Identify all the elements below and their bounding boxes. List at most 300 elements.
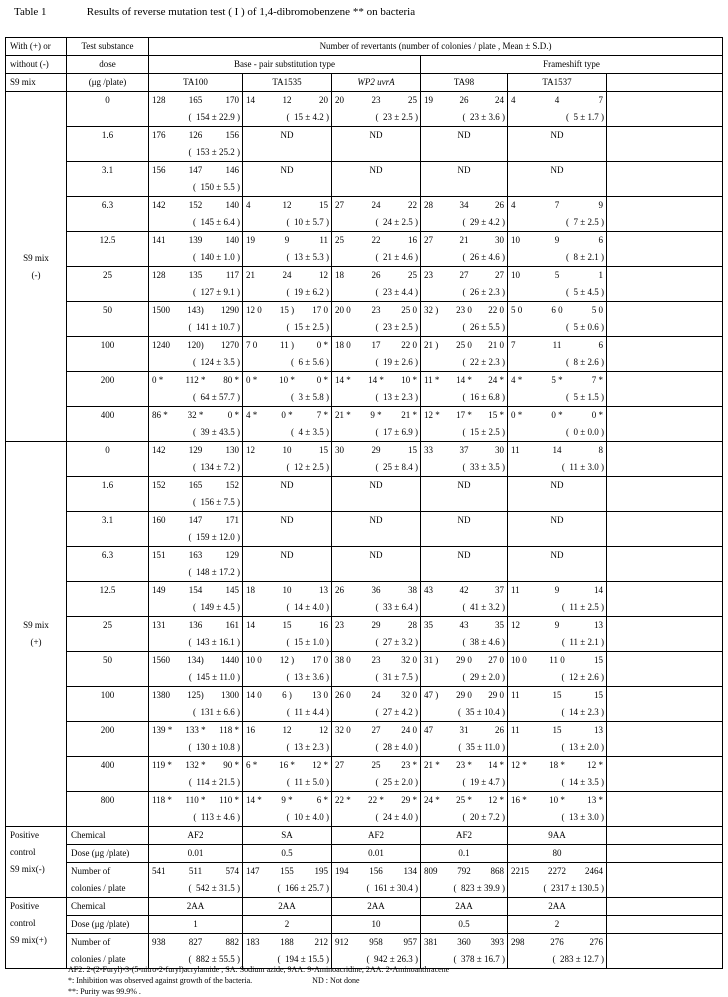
mean-sd xyxy=(149,704,242,721)
paren-close: ) xyxy=(234,672,240,682)
sd-value: 4.2 xyxy=(312,112,324,122)
plate-counts xyxy=(149,197,242,214)
plate-counts xyxy=(243,934,331,951)
s9-label-line2: (+) xyxy=(30,637,42,647)
plate-count: 6 xyxy=(598,340,604,350)
value-cell xyxy=(332,267,421,302)
mean-value: 14 xyxy=(569,777,579,787)
plate-counts xyxy=(243,757,331,774)
value-cell xyxy=(508,617,607,652)
dose-cell: 200 xyxy=(67,722,149,757)
plate-count: 132 * xyxy=(185,760,206,770)
mean-value: 166 xyxy=(285,883,299,893)
mean-value: 13 xyxy=(294,742,304,752)
plate-count: 7 xyxy=(511,340,516,350)
paren-open: ( xyxy=(375,777,384,787)
colonies-label-line1: Number of xyxy=(71,866,111,876)
nd-cell xyxy=(243,547,332,582)
mean-value: 141 xyxy=(196,322,210,332)
plate-count: 11 * xyxy=(424,375,440,385)
plate-count: 0 * xyxy=(227,410,239,420)
sd-value: 16.7 xyxy=(484,954,500,964)
plus-minus: ± xyxy=(578,742,588,752)
plate-count: 25 0 xyxy=(456,340,472,350)
strain-ta1537: TA1537 xyxy=(508,74,607,92)
value-cell xyxy=(421,372,508,407)
plate-count: 912 xyxy=(335,937,349,947)
mean-value: 26 xyxy=(470,287,480,297)
value-cell xyxy=(332,92,421,127)
plate-count: 120) xyxy=(187,340,204,350)
chemical-label: Chemical xyxy=(67,898,149,916)
plate-count: 12 ) xyxy=(279,655,295,665)
mean-sd xyxy=(332,634,420,651)
plate-count: 1240 xyxy=(152,340,170,350)
mean-sd xyxy=(243,389,331,406)
header-row-1 xyxy=(6,38,723,56)
plus-minus: ± xyxy=(479,392,489,402)
plus-minus: ± xyxy=(479,462,489,472)
paren-close: ) xyxy=(234,954,240,964)
plate-counts xyxy=(508,652,606,669)
mean-value: 5 xyxy=(573,322,579,332)
plus-minus: ± xyxy=(303,112,313,122)
paren-open: ( xyxy=(462,637,471,647)
mean-sd xyxy=(332,669,420,686)
positive-control-colonies-row xyxy=(6,863,723,898)
plus-minus: ± xyxy=(209,742,219,752)
plate-counts xyxy=(508,617,606,634)
mean-value: 11 xyxy=(569,462,579,472)
table-title xyxy=(14,6,415,18)
mean-value: 16 xyxy=(470,392,480,402)
plus-minus: ± xyxy=(578,602,588,612)
sd-value: 7.5 xyxy=(223,497,235,507)
table-row xyxy=(6,232,723,267)
table-row xyxy=(6,547,723,582)
sd-value: 30.4 xyxy=(397,883,413,893)
plate-count: 80 * xyxy=(223,375,239,385)
plate-counts xyxy=(508,722,606,739)
mean-sd xyxy=(332,809,420,826)
plate-count: 12 xyxy=(282,725,292,735)
sd-value: 7.2 xyxy=(488,812,500,822)
plate-count: 7 xyxy=(554,200,560,210)
plate-count: 11 xyxy=(319,235,328,245)
plate-counts xyxy=(332,582,420,599)
plate-count: 14 xyxy=(246,95,255,105)
mean-sd xyxy=(149,774,242,791)
chemical-name: AF2 xyxy=(421,827,508,845)
plus-minus: ± xyxy=(392,287,402,297)
dose-value: 2 xyxy=(508,916,607,934)
plate-counts xyxy=(243,197,331,214)
plus-minus: ± xyxy=(479,812,489,822)
header-revertants: Number of revertants (number of colonies / plate , Mean ± S.D.) xyxy=(149,38,723,56)
table-row xyxy=(6,687,723,722)
table-row xyxy=(6,652,723,687)
plate-count: 17 xyxy=(371,340,381,350)
plate-count: 32 0 xyxy=(401,655,417,665)
plate-count: 541 xyxy=(152,866,166,876)
sd-value: 2.3 xyxy=(488,287,500,297)
empty-cell xyxy=(607,863,723,898)
mean-sd xyxy=(421,669,507,686)
sd-value: 55.5 xyxy=(219,954,235,964)
not-done-label: ND xyxy=(457,480,471,490)
paren-close: ) xyxy=(499,217,505,227)
sd-value: 10.8 xyxy=(219,742,235,752)
plate-count: 16 * xyxy=(279,760,295,770)
value-cell xyxy=(421,197,508,232)
table-row xyxy=(6,162,723,197)
sd-value: 130.5 xyxy=(578,883,599,893)
mean-sd xyxy=(421,809,507,826)
plus-minus: ± xyxy=(479,252,489,262)
paren-close: ) xyxy=(234,812,240,822)
plus-minus: ± xyxy=(209,883,219,893)
mean-value: 11 xyxy=(294,777,304,787)
plate-counts xyxy=(421,372,507,389)
paren-open: ( xyxy=(188,954,197,964)
plate-count: 1560 xyxy=(152,655,170,665)
sd-value: 4.2 xyxy=(401,707,413,717)
header-base-pair: Base - pair substitution type xyxy=(149,56,421,74)
plate-counts xyxy=(508,92,606,109)
plate-count: 131 xyxy=(152,620,166,630)
paren-close: ) xyxy=(499,883,505,893)
mean-value: 24 xyxy=(383,217,393,227)
paren-close: ) xyxy=(323,287,329,297)
mean-sd xyxy=(421,599,507,616)
paren-close: ) xyxy=(323,602,329,612)
sd-value: 3.5 xyxy=(312,427,324,437)
plate-count: 16 * xyxy=(511,795,527,805)
plate-count: 14 xyxy=(594,585,604,595)
value-cell xyxy=(149,547,243,582)
empty-cell xyxy=(607,582,723,617)
plate-count: 20 xyxy=(335,95,344,105)
plus-minus: ± xyxy=(392,672,402,682)
mean-value: 11 xyxy=(569,637,579,647)
paren-open: ( xyxy=(286,777,295,787)
plus-minus: ± xyxy=(569,883,579,893)
mean-value: 153 xyxy=(196,147,210,157)
mean-value: 12 xyxy=(294,462,304,472)
paren-close: ) xyxy=(598,427,604,437)
value-cell xyxy=(243,232,332,267)
dose-value: 0.5 xyxy=(243,845,332,863)
mean-value: 11 xyxy=(569,602,579,612)
plus-minus: ± xyxy=(303,637,313,647)
nd-cell xyxy=(332,547,421,582)
plate-counts xyxy=(421,722,507,739)
paren-open: ( xyxy=(375,357,384,367)
empty-cell xyxy=(607,934,723,969)
paren-open: ( xyxy=(291,392,299,402)
plus-minus: ± xyxy=(392,812,402,822)
chemical-name: AF2 xyxy=(332,827,421,845)
plate-count: 9 xyxy=(284,235,290,245)
plate-counts xyxy=(421,442,507,459)
plate-count: 13 xyxy=(318,585,328,595)
plate-counts xyxy=(508,232,606,249)
dose-cell: 800 xyxy=(67,792,149,827)
paren-close: ) xyxy=(234,567,240,577)
paren-open: ( xyxy=(188,637,197,647)
sd-value: 4.4 xyxy=(401,287,413,297)
paren-close: ) xyxy=(499,357,505,367)
plate-count: 17 0 xyxy=(312,655,328,665)
mean-sd xyxy=(149,459,242,476)
sd-value: 3.0 xyxy=(587,812,599,822)
plate-count: 5 * xyxy=(551,375,563,385)
plate-count: 5 0 xyxy=(591,305,604,315)
mean-sd xyxy=(332,284,420,301)
plate-count: 7 * xyxy=(591,375,604,385)
plate-count: 15 xyxy=(552,690,562,700)
sd-value: 4.7 xyxy=(488,777,500,787)
table-row xyxy=(6,792,723,827)
table-caption: Results of reverse mutation test ( I ) of 1,4-dibromobenzene ** on bacteria xyxy=(86,6,416,18)
plate-count: 21 xyxy=(459,235,469,245)
sd-value: 6.9 xyxy=(401,427,413,437)
table-row xyxy=(6,407,723,442)
paren-close: ) xyxy=(234,147,240,157)
value-cell xyxy=(243,863,332,898)
plus-minus: ± xyxy=(392,392,402,402)
dose-cell: 12.5 xyxy=(67,582,149,617)
plate-count: 33 xyxy=(424,445,433,455)
paren-close: ) xyxy=(412,707,418,717)
value-cell xyxy=(508,92,607,127)
plate-count: 0 * xyxy=(281,410,293,420)
mean-sd xyxy=(508,880,606,897)
mean-sd xyxy=(243,880,331,897)
plate-count: 792 xyxy=(457,866,471,876)
pc-label-line2: control xyxy=(10,847,36,857)
pc-label-line3: S9 mix(-) xyxy=(10,864,45,874)
strain-wp2-uvra: WP2 uvrA xyxy=(332,74,421,92)
strain-ta100: TA100 xyxy=(149,74,243,92)
plate-counts xyxy=(421,197,507,214)
plate-counts xyxy=(421,617,507,634)
value-cell xyxy=(508,722,607,757)
paren-close: ) xyxy=(234,427,240,437)
mean-value: 21 xyxy=(383,252,393,262)
value-cell xyxy=(508,197,607,232)
plate-count: 136 xyxy=(188,620,203,630)
paren-open: ( xyxy=(458,742,466,752)
plate-count: 25 xyxy=(407,270,417,280)
dose-cell: 0 xyxy=(67,92,149,127)
value-cell xyxy=(421,652,508,687)
plate-counts xyxy=(508,934,606,951)
mean-value: 22 xyxy=(470,357,480,367)
paren-close: ) xyxy=(598,357,604,367)
mean-value: 19 xyxy=(383,357,393,367)
mean-sd xyxy=(149,424,242,441)
mean-sd xyxy=(149,319,242,336)
dose-value: 0.5 xyxy=(421,916,508,934)
plus-minus: ± xyxy=(303,812,313,822)
paren-open: ( xyxy=(366,883,375,893)
value-cell xyxy=(421,582,508,617)
paren-close: ) xyxy=(499,392,505,402)
dose-cell: 3.1 xyxy=(67,512,149,547)
paren-close: ) xyxy=(499,602,505,612)
empty-cell xyxy=(607,267,723,302)
paren-open: ( xyxy=(375,217,384,227)
paren-close: ) xyxy=(499,777,505,787)
sd-value: 4.6 xyxy=(223,812,235,822)
table-row xyxy=(6,372,723,407)
sd-value: 2.5 xyxy=(312,322,324,332)
plate-count: 22 xyxy=(407,200,417,210)
not-done-label: ND xyxy=(280,550,294,560)
mean-value: 19 xyxy=(470,777,480,787)
plus-minus: ± xyxy=(303,777,313,787)
plate-count: 4 * xyxy=(511,375,523,385)
plate-count: 134 xyxy=(403,866,417,876)
dose-label: Dose (μg /plate) xyxy=(67,916,149,934)
value-cell xyxy=(243,442,332,477)
plate-count: 125) xyxy=(187,690,204,700)
plus-minus: ± xyxy=(298,954,308,964)
empty-cell xyxy=(607,372,723,407)
nd-cell xyxy=(332,477,421,512)
mean-sd xyxy=(149,179,242,196)
plate-count: 142 xyxy=(152,445,166,455)
mean-sd xyxy=(508,809,606,826)
plus-minus: ± xyxy=(578,322,588,332)
mean-sd xyxy=(421,634,507,651)
plus-minus: ± xyxy=(209,567,219,577)
mean-value: 13 xyxy=(294,252,304,262)
positive-control-chemical-row xyxy=(6,827,723,845)
plus-minus: ± xyxy=(578,672,588,682)
plate-count: 0 * xyxy=(551,410,563,420)
not-done-label: ND xyxy=(550,130,564,140)
paren-close: ) xyxy=(323,322,329,332)
plus-minus: ± xyxy=(303,672,313,682)
paren-open: ( xyxy=(375,392,384,402)
paren-close: ) xyxy=(323,777,329,787)
plate-count: 5 0 xyxy=(511,305,523,315)
mean-sd xyxy=(421,319,507,336)
sd-value: 21.5 xyxy=(219,777,235,787)
mean-value: 145 xyxy=(196,672,210,682)
plate-count: 7 xyxy=(598,95,604,105)
paren-open: ( xyxy=(375,742,384,752)
plus-minus: ± xyxy=(214,357,224,367)
value-cell xyxy=(243,372,332,407)
plate-counts xyxy=(243,863,331,880)
empty-cell xyxy=(607,337,723,372)
plate-count: 143) xyxy=(187,305,204,315)
paren-open: ( xyxy=(566,217,574,227)
mean-value: 19 xyxy=(294,287,304,297)
dose-cell: 6.3 xyxy=(67,197,149,232)
plate-count: 2464 xyxy=(585,866,604,876)
value-cell xyxy=(332,792,421,827)
value-cell xyxy=(149,617,243,652)
plate-count: 511 xyxy=(188,866,203,876)
empty-cell xyxy=(607,792,723,827)
mean-sd xyxy=(149,739,242,756)
paren-open: ( xyxy=(193,287,201,297)
value-cell xyxy=(149,512,243,547)
empty-cell xyxy=(607,617,723,652)
mean-value: 149 xyxy=(200,602,215,612)
value-cell xyxy=(508,652,607,687)
plate-count: 6 xyxy=(598,235,604,245)
value-cell xyxy=(421,687,508,722)
mean-value: 64 xyxy=(200,392,210,402)
plus-minus: ± xyxy=(474,883,484,893)
dose-cell: 25 xyxy=(67,617,149,652)
plate-count: 0 * xyxy=(591,410,604,420)
mean-value: 5 xyxy=(573,392,579,402)
plate-count: 12 * xyxy=(424,410,440,420)
not-done-label: ND xyxy=(280,165,294,175)
paren-open: ( xyxy=(188,777,197,787)
plate-counts xyxy=(332,722,420,739)
paren-open: ( xyxy=(188,532,197,542)
plate-counts xyxy=(508,863,606,880)
mean-sd xyxy=(243,634,331,651)
dose-cell: 6.3 xyxy=(67,547,149,582)
sd-value: 11.0 xyxy=(219,672,235,682)
paren-close: ) xyxy=(323,462,329,472)
mean-sd xyxy=(149,284,242,301)
mean-value: 35 xyxy=(465,742,475,752)
not-done-label: ND xyxy=(550,480,564,490)
plate-counts xyxy=(149,582,242,599)
value-cell xyxy=(332,337,421,372)
mean-value: 33 xyxy=(470,462,480,472)
plus-minus: ± xyxy=(578,427,588,437)
plus-minus: ± xyxy=(209,392,219,402)
colonies-label-line1: Number of xyxy=(71,937,111,947)
value-cell xyxy=(149,372,243,407)
plus-minus: ± xyxy=(573,954,583,964)
mean-value: 154 xyxy=(196,112,210,122)
plate-counts xyxy=(243,337,331,354)
plate-count: 147 xyxy=(188,165,203,175)
paren-close: ) xyxy=(598,287,604,297)
sd-value: 39.9 xyxy=(484,883,500,893)
mean-value: 31 xyxy=(383,672,393,682)
paren-open: ( xyxy=(286,742,295,752)
mean-sd xyxy=(421,880,507,897)
plate-count: 36 xyxy=(371,585,381,595)
paren-open: ( xyxy=(188,112,197,122)
paren-open: ( xyxy=(286,812,295,822)
mean-value: 29 xyxy=(470,672,480,682)
plate-count: 22 * xyxy=(335,795,351,805)
plate-count: 14 * xyxy=(368,375,384,385)
empty-cell xyxy=(607,827,723,845)
sd-value: 25.7 xyxy=(308,883,324,893)
plate-count: 1380 xyxy=(152,690,170,700)
plate-count: 957 xyxy=(403,937,417,947)
mean-sd xyxy=(149,634,242,651)
paren-open: ( xyxy=(453,954,462,964)
mean-sd xyxy=(243,774,331,791)
paren-close: ) xyxy=(412,637,418,647)
nd-cell xyxy=(421,477,508,512)
